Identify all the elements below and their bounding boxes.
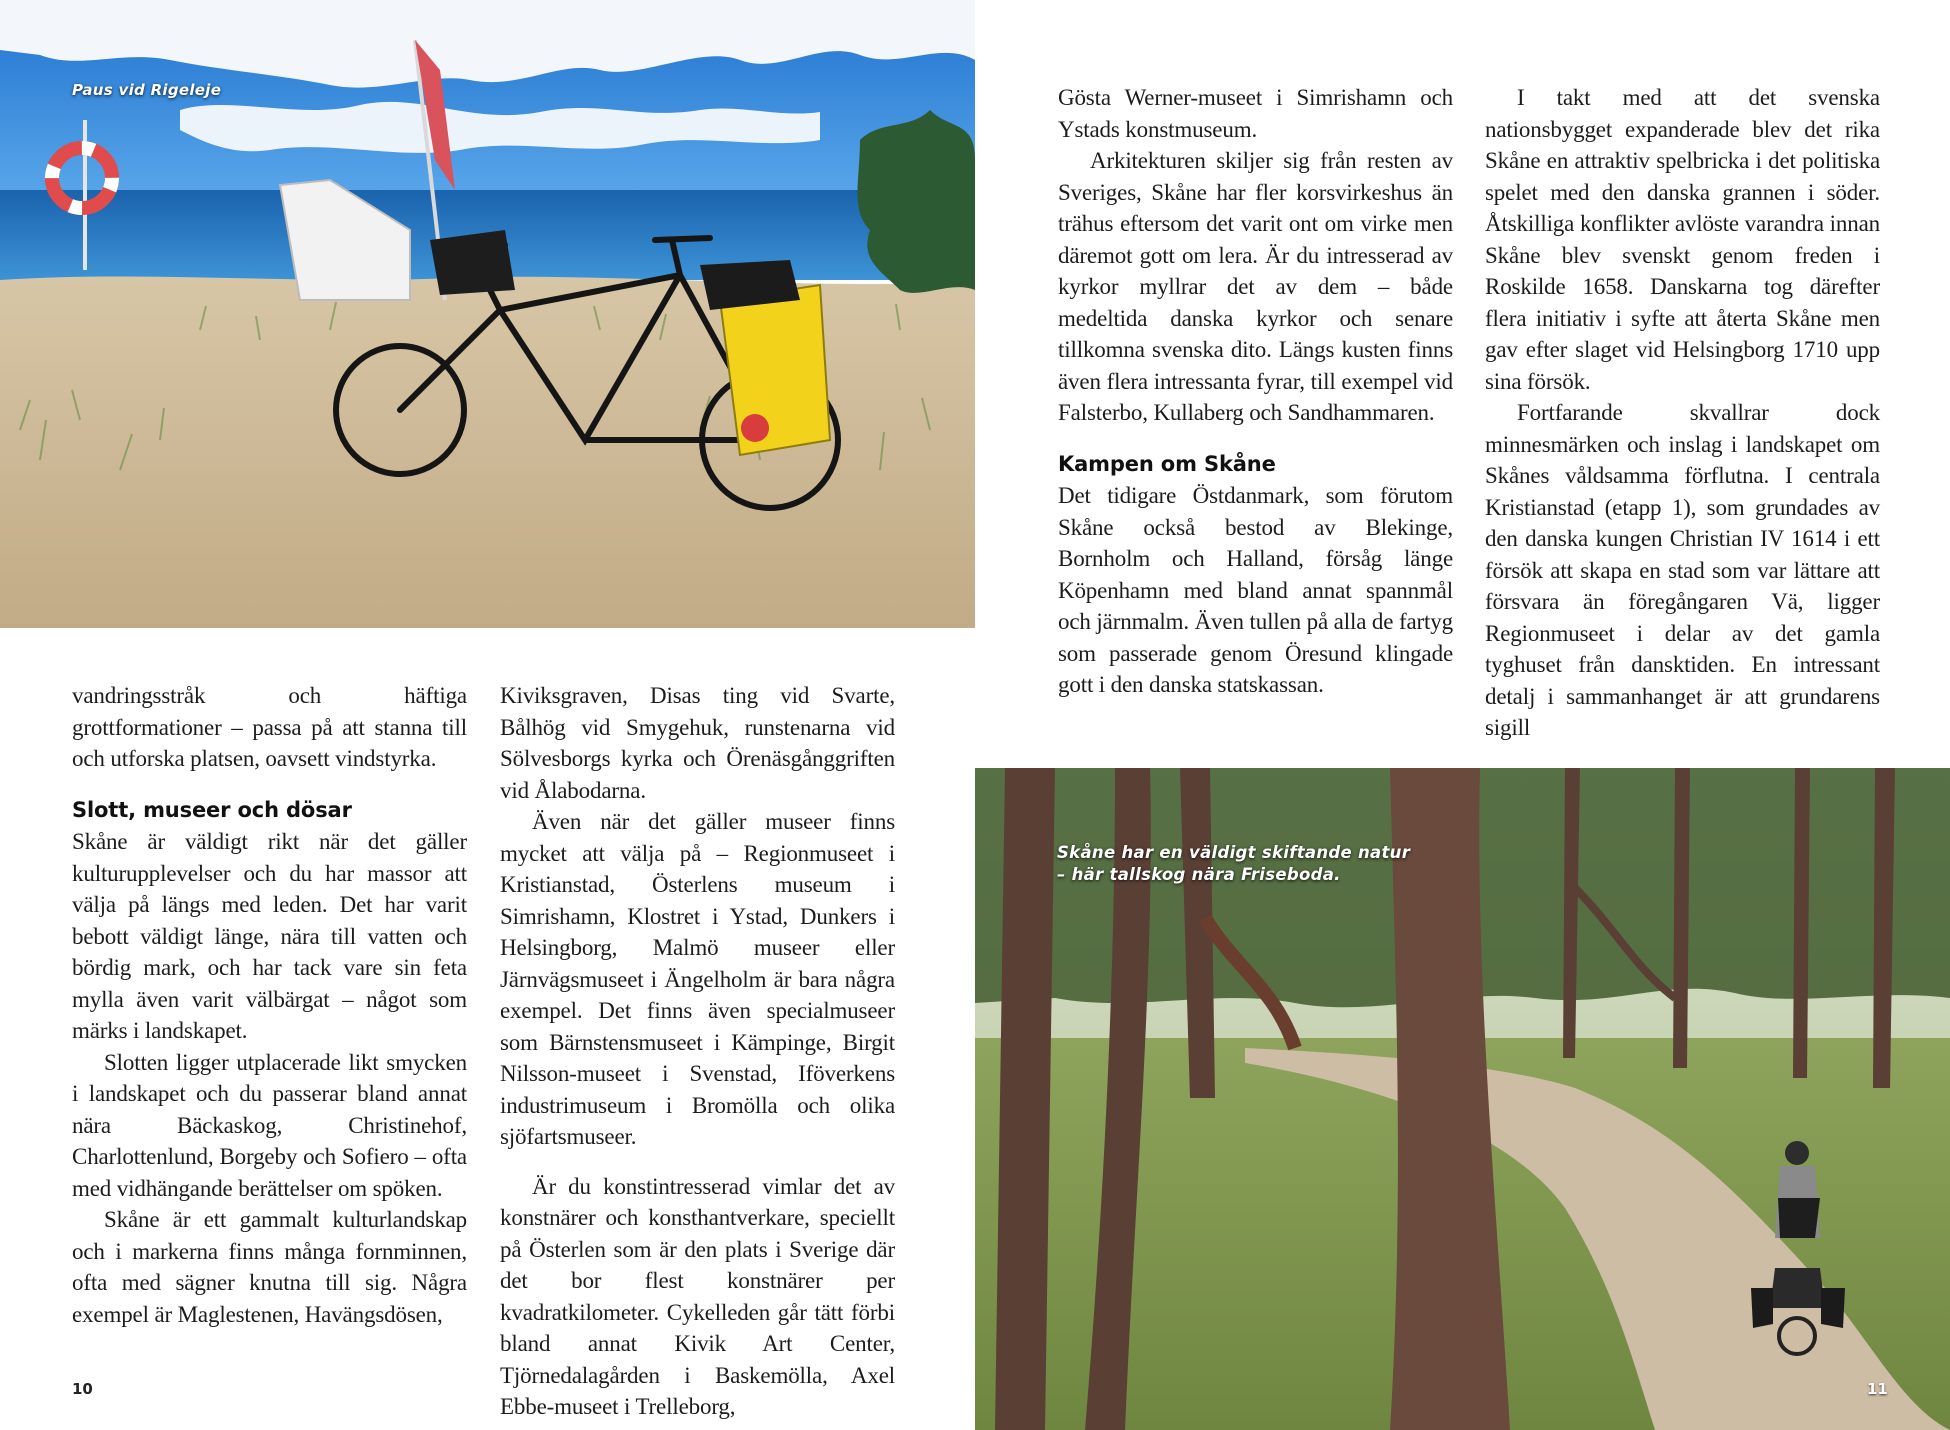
continued-paragraph: Kiviksgraven, Disas ting vid Svarte, Bålhög vid Smygehuk, runstenarna vid Sölvesborgs kyrka och Örenäsgånggriften vid Ålabodarna. — [500, 683, 895, 803]
left-column-2 — [500, 680, 895, 1423]
photo-caption: Paus vid Rigeleje — [72, 81, 222, 99]
page-number: 11 — [1867, 1380, 1888, 1398]
body-paragraph: Fortfarande skvallrar dock minnesmärken och inslag i landskapet om Skånes våldsamma förflutna. I centrala Kristianstad (etapp 1), som grundades av den danska kungen Christian IV 1614 i ett försök att skapa en stad som var lättare att försvara än föregångaren Vä, ligger Regionmuseet i delar av det gamla tyghuset från dansktiden. En intressant detalj i sammanhanget är att grundarens sigill — [1485, 400, 1880, 740]
body-paragraph: Skåne är väldigt rikt när det gäller kulturupplevelser och du har massor att välja på längs med leden. Det har varit bebott väldigt länge, nära till vatten och bördig mark, och har tack vare sin feta mylla även varit välbärgat – något som märks i landskapet. — [72, 829, 467, 1043]
caption-line-1: Skåne har en väldigt skiftande natur — [1057, 843, 1411, 862]
body-paragraph: Arkitekturen skiljer sig från resten av Sveriges, Skåne har fler korsvirkeshus än trähus eftersom det varit ont om virke men däremot gott om lera. Är du intresserad av kyrkor myllrar det av dem – både medeltida danska kyrkor och senare tillkomna svenska dito. Längs kusten finns även flera intressanta fyrar, till exempel vid Falsterbo, Kullaberg och Sandhammaren. — [1058, 148, 1453, 425]
page-number: 10 — [72, 1380, 93, 1398]
continued-paragraph: vandringsstråk och häftiga grottformationer – passa på att stanna till och utforska platsen, oavsett vindstyrka. — [72, 683, 467, 771]
section-heading: Kampen om Skåne — [1058, 451, 1276, 476]
section-heading: Slott, museer och dösar — [72, 797, 352, 822]
body-paragraph: Det tidigare Östdanmark, som förutom Skåne också bestod av Blekinge, Bornholm och Halland, försåg länge Köpenhamn med bland annat spannmål och järnmalm. Även tullen på alla de fartyg som passerade genom Öresund klingade gott i den danska statskassan. — [1058, 483, 1453, 697]
body-paragraph: Slotten ligger utplacerade likt smycken i landskapet och du passerar bland annat nära Bäckaskog, Christinehof, Charlottenlund, Borgeby och Sofiero – ofta med vidhängande berättelser om spöken. — [72, 1049, 467, 1201]
forest-cyclist-photo — [975, 768, 1950, 1430]
body-paragraph: Är du konstintresserad vimlar det av konstnärer och konsthantverkare, speciellt på Österlen som är den plats i Sverige där det bor flest konstnärer per kvadratkilometer. Cykelleden går tätt förbi bland annat Kivik Art Center, Tjörnedalagården i Baskemölla, Axel Ebbe-museet i Trelleborg, — [500, 1173, 895, 1419]
body-paragraph: Även när det gäller museer finns mycket att välja på – Regionmuseet i Kristianstad, Österlens museum i Simrishamn, Klostret i Ystad, Dunkers i Helsingborg, Malmö museer eller Järnvägsmuseet i Ängelholm är bara några exempel. Det finns även specialmuseer som Bärnstensmuseet i Kämpinge, Birgit Nilsson-museet i Svenstad, Iföverkens industrimuseum i Bromölla och olika sjöfartsmuseer. — [500, 809, 895, 1149]
continued-paragraph: Gösta Werner-museet i Simrishamn och Ystads konstmuseum. — [1058, 85, 1453, 142]
photo-caption — [1057, 842, 1417, 886]
left-column-1 — [72, 680, 467, 1330]
beach-bicycle-photo — [0, 0, 975, 628]
right-column-2 — [1485, 82, 1880, 744]
right-column-1 — [1058, 82, 1453, 701]
right-page — [975, 0, 1950, 1430]
body-paragraph: Skåne är ett gammalt kulturlandskap och i markerna finns många fornminnen, ofta med sägner knutna till sig. Några exempel är Maglestenen, Havängsdösen, — [72, 1207, 467, 1327]
caption-line-2: – här tallskog nära Friseboda. — [1057, 865, 1341, 884]
body-paragraph: I takt med att det svenska nationsbygget expanderade blev det rika Skåne en attraktiv spelbricka i det politiska spelet med den danska grannen i söder. Åtskilliga konflikter avlöste varandra innan Skåne blev svenskt genom freden i Roskilde 1658. Danskarna tog därefter flera initiativ i syfte att återta Skåne men gav efter slaget vid Helsingborg 1710 upp sina försök. — [1485, 85, 1880, 394]
